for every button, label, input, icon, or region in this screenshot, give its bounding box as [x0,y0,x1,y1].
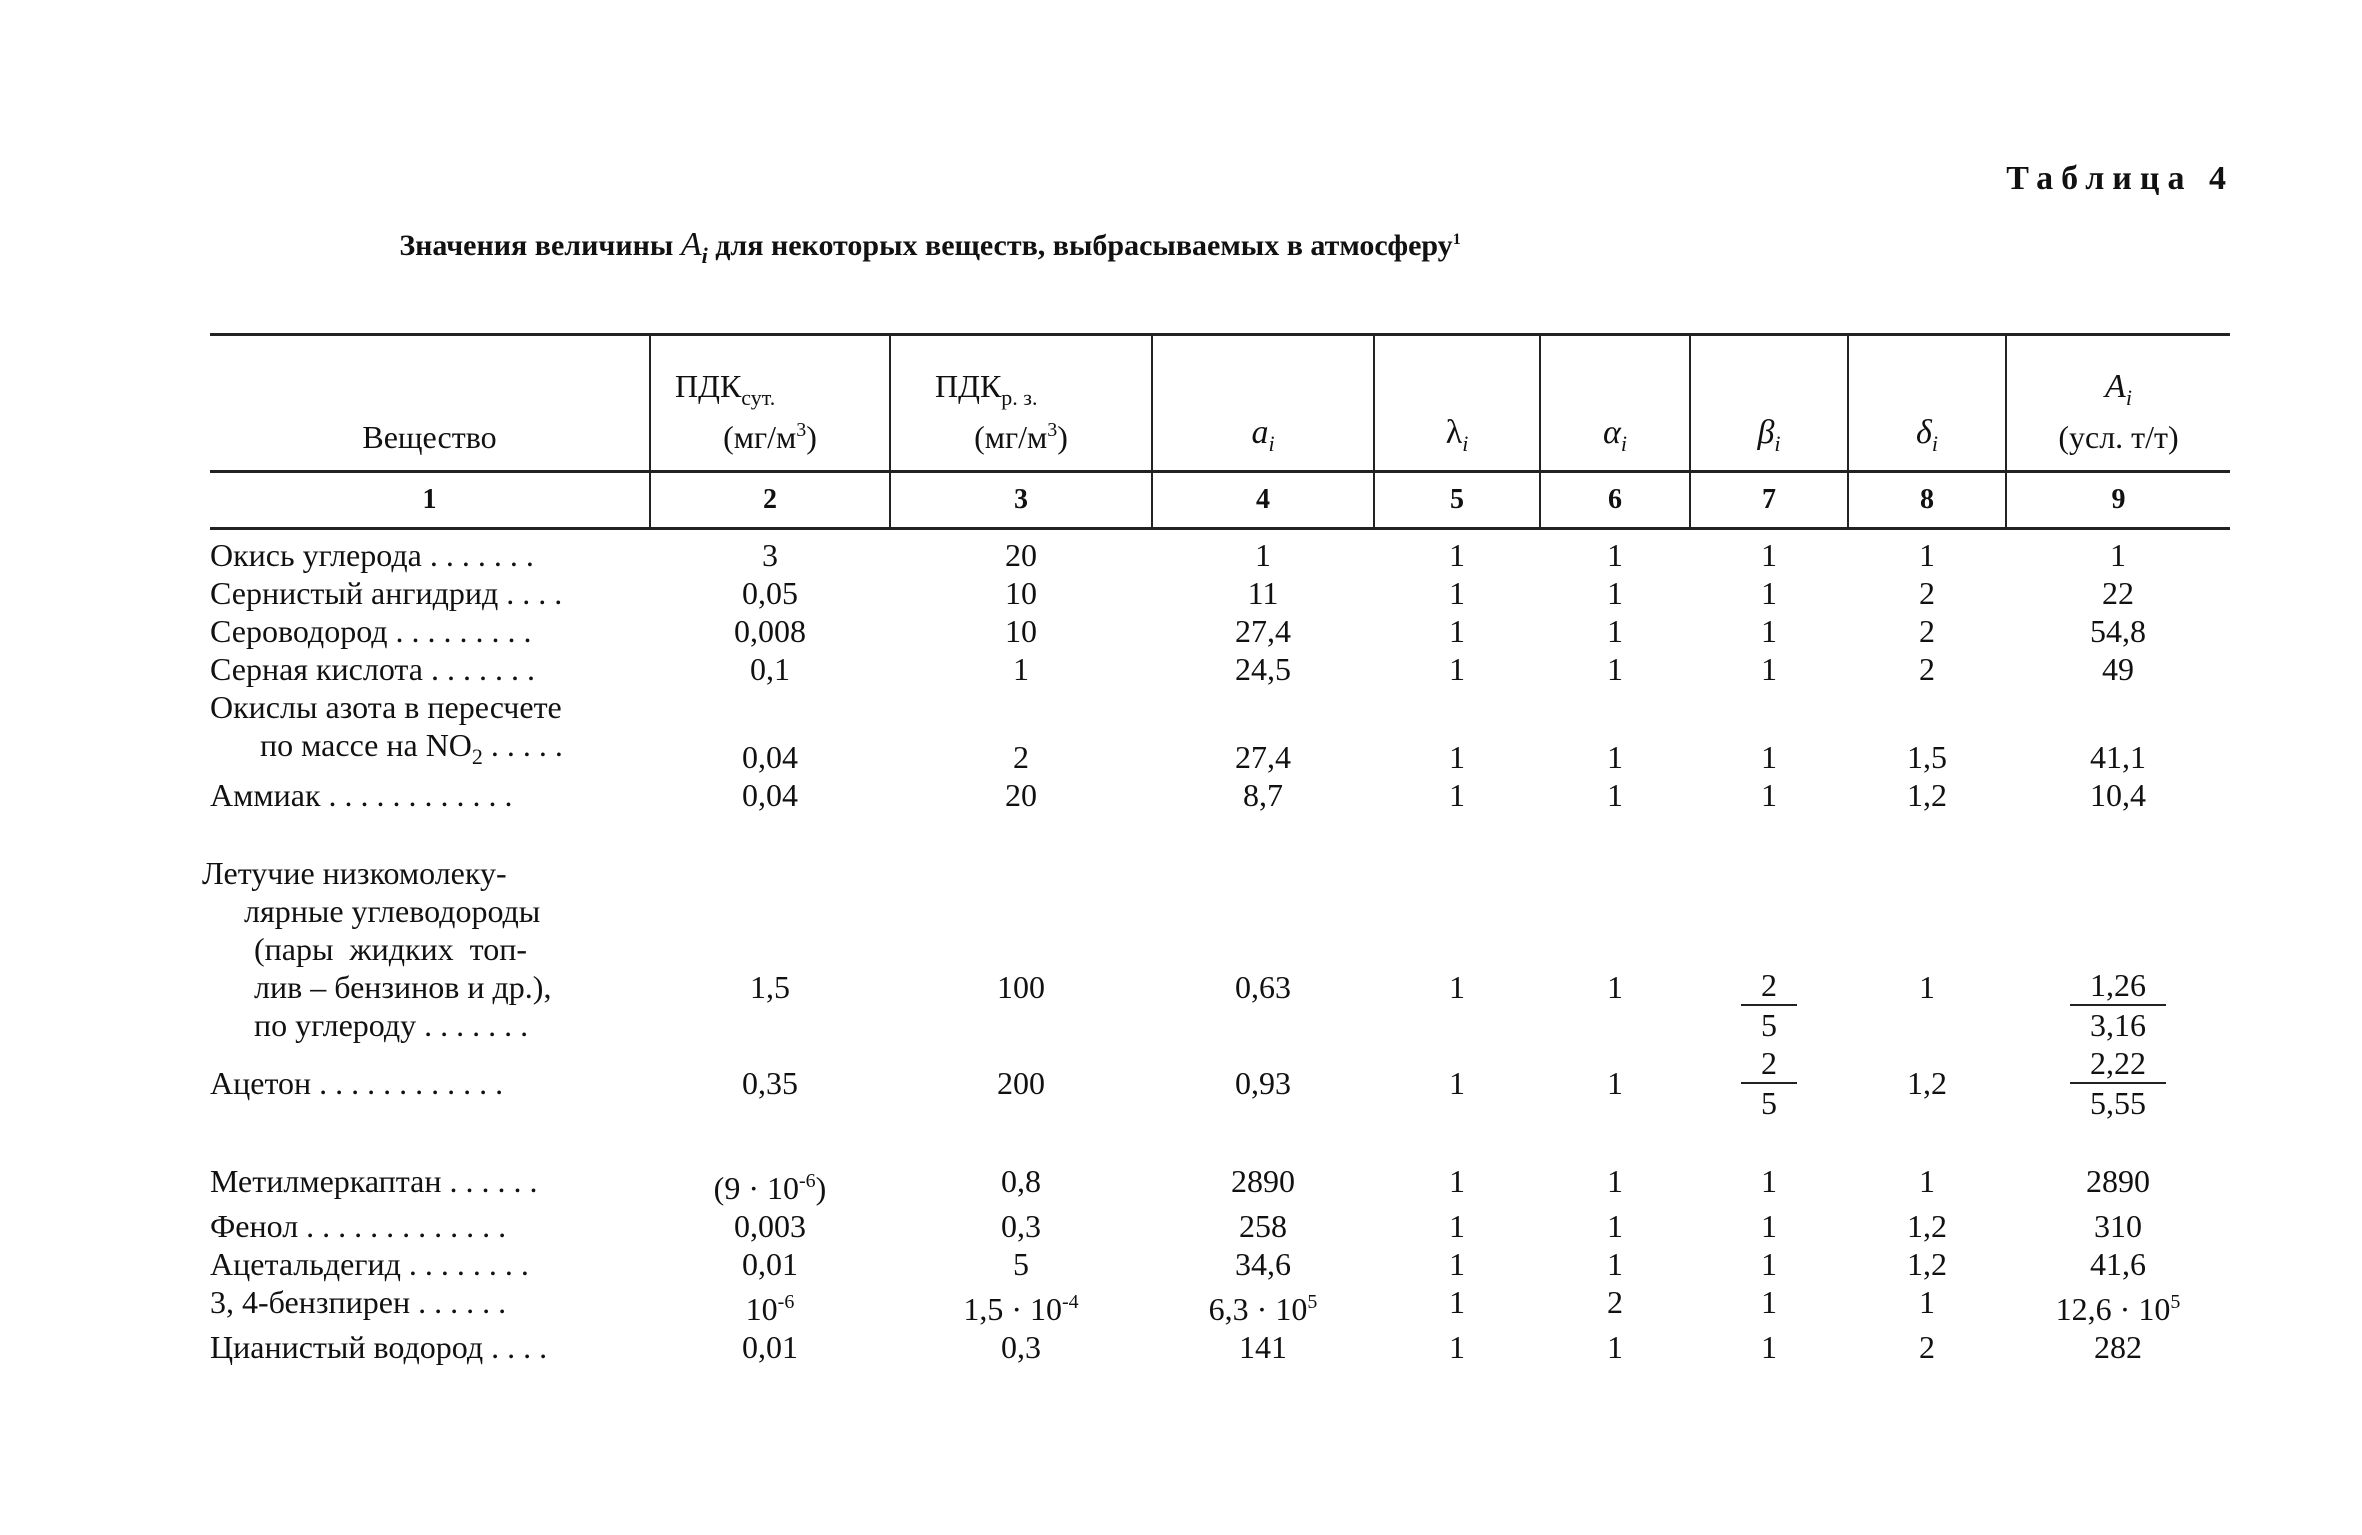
cell: 1 [1607,969,1623,1005]
substance-name: Аммиак . . . . . . . . . . . . [210,777,513,813]
table-row [210,1328,2230,1366]
cell: 1 [1255,537,1271,573]
cell: 0,01 [742,1246,798,1282]
header-row [210,335,2230,472]
col-number: 7 [1690,472,1848,529]
cell: $12,6 \cdot 10^5$ [2055,1291,2181,1327]
cell: 282 [2094,1329,2142,1365]
cell: 1 [1761,575,1777,611]
beta-fraction-cell: $\frac{2}{5}$ [1690,854,1848,1044]
cell: $6,3 \cdot 10^5$ [1208,1291,1318,1327]
cell: 1 [1761,1208,1777,1244]
cell: 11 [1247,575,1279,611]
substance-name: Серная кислота . . . . . . . [210,651,535,687]
cell: 1 [1607,1208,1623,1244]
cell: 20 [1005,777,1037,813]
cell: 5 [1013,1246,1029,1282]
col-alpha-header: $\alpha_i$ [1540,335,1690,472]
cell: 1,2 [1907,1065,1947,1101]
title-prefix: Значения величины [399,229,674,262]
cell: 1 [1449,969,1465,1005]
table-row [210,688,2230,776]
cell: 1 [1449,1163,1465,1199]
cell: 24,5 [1235,651,1291,687]
cell: 3 [762,537,778,573]
cell: 0,3 [1001,1208,1041,1244]
cell: 2 [1013,739,1029,775]
substance-name: Ацетальдегид . . . . . . . . [210,1246,529,1282]
cell: $1,5 \cdot 10^{-4}$ [963,1291,1079,1327]
cell: 10 [1005,575,1037,611]
cell: 1 [1761,1329,1777,1365]
cell: 1 [1761,739,1777,775]
cell: 1 [1761,777,1777,813]
table-row [210,1162,2230,1207]
cell: 1 [1449,1208,1465,1244]
cell: 0,35 [742,1065,798,1101]
cell: 1 [1449,1329,1465,1365]
cell: 1 [1761,537,1777,573]
cell: 0,04 [742,777,798,813]
cell: 0,8 [1001,1163,1041,1199]
cell: 0,04 [742,739,798,775]
substance-name: 3, 4-бензпирен . . . . . . [210,1284,507,1320]
cell: 0,3 [1001,1329,1041,1365]
table-row [210,612,2230,650]
col-number: 8 [1848,472,2006,529]
cell: 258 [1239,1208,1287,1244]
cell: 0,01 [742,1329,798,1365]
cell: 1,2 [1907,777,1947,813]
substance-name: Сероводород . . . . . . . . . [210,613,532,649]
cell: 0,003 [734,1208,806,1244]
substance-name: Цианистый водород . . . . [210,1329,548,1365]
substance-name: Ацетон . . . . . . . . . . . . [210,1065,504,1101]
cell: 49 [2102,651,2134,687]
cell: 1 [1449,739,1465,775]
cell: 1 [1607,1246,1623,1282]
table-row [210,650,2230,688]
cell: 1 [2110,537,2126,573]
cell: 1 [1607,651,1623,687]
table-row [210,776,2230,814]
col-pdk-daily-header: $ПДК_{сут.}$ $(мг/м^3)$ [650,335,890,472]
cell: $(9 \cdot 10^{-6})$ [713,1170,827,1206]
cell: 1 [1449,651,1465,687]
cell: 2 [1919,651,1935,687]
cell: 141 [1239,1329,1287,1365]
cell: 1 [1761,1163,1777,1199]
col-a-header: $a_i$ [1152,335,1374,472]
cell: 1 [1607,1065,1623,1101]
ai-fraction-cell: $\frac{1,26}{3,16}$ [2006,854,2230,1044]
table-row [210,1044,2230,1122]
cell: 22 [2102,575,2134,611]
cell: 0,93 [1235,1065,1291,1101]
cell: 0,63 [1235,969,1291,1005]
col-number: 1 [210,472,650,529]
cell: 1 [1607,537,1623,573]
cell: 1 [1607,739,1623,775]
cell: 2 [1919,613,1935,649]
substance-name: Метилмеркаптан . . . . . . [210,1163,538,1199]
cell: 20 [1005,537,1037,573]
substance-name: Окись углерода . . . . . . . [210,537,534,573]
column-number-row [210,472,2230,529]
cell: 1 [1607,1163,1623,1199]
ai-fraction-cell: $\frac{2,22}{5,55}$ [2006,1044,2230,1122]
table-row [210,1283,2230,1328]
cell: 1,5 [1907,739,1947,775]
cell: 54,8 [2090,613,2146,649]
col-substance-header: Вещество [210,335,650,472]
cell: 0,008 [734,613,806,649]
col-pdk-work-header: $ПДК_{р. з.}$ $(мг/м^3)$ [890,335,1152,472]
table-row [210,574,2230,612]
cell: 41,6 [2090,1246,2146,1282]
col-number: 5 [1374,472,1540,529]
table-row [210,1207,2230,1245]
cell: 1 [1919,1284,1935,1320]
cell: 1 [1761,1246,1777,1282]
substance-name: Окислы азота в пересчете по массе на $NO_2$ . . . . . [210,689,563,769]
cell: 2890 [2086,1163,2150,1199]
cell: 200 [997,1065,1045,1101]
cell: 1 [1761,651,1777,687]
substance-name: Летучие низкомолеку- лярные углеводороды (пары жидких топ- лив – бензинов и др.), по углероду . . . . . . . [202,855,552,1043]
title-suffix: для некоторых веществ, выбрасываемых в атмосферу [715,229,1453,262]
spacer [210,1122,2230,1162]
cell: 1 [1607,777,1623,813]
cell: 1,2 [1907,1208,1947,1244]
cell: 1 [1449,537,1465,573]
cell: 1 [1013,651,1029,687]
cell: 1 [1449,575,1465,611]
cell: 1 [1919,969,1935,1005]
cell: 27,4 [1235,739,1291,775]
cell: 1 [1449,1284,1465,1320]
cell: 1 [1919,1163,1935,1199]
cell: 1 [1761,613,1777,649]
cell: 1,5 [750,969,790,1005]
table-row [210,1245,2230,1283]
spacer [210,814,2230,854]
cell: 1 [1607,1329,1623,1365]
cell: 41,1 [2090,739,2146,775]
cell: 310 [2094,1208,2142,1244]
cell: 1 [1449,613,1465,649]
substance-name: Фенол . . . . . . . . . . . . . [210,1208,507,1244]
col-delta-header: $\delta_i$ [1848,335,2006,472]
cell: 1 [1449,1065,1465,1101]
title-symbol-sub: i [701,243,708,268]
cell: 1,2 [1907,1246,1947,1282]
table-row [210,854,2230,1044]
cell: 2 [1919,575,1935,611]
col-beta-header: $\beta_i$ [1690,335,1848,472]
col-number: 2 [650,472,890,529]
cell: 10 [1005,613,1037,649]
cell: 1 [1449,1246,1465,1282]
title-footnote-mark: 1 [1452,231,1461,248]
cell: 1 [1919,537,1935,573]
spacer-row [210,814,2230,854]
cell: 0,05 [742,575,798,611]
cell: 8,7 [1243,777,1283,813]
cell: 0,1 [750,651,790,687]
cell: 1 [1607,613,1623,649]
col-number: 9 [2006,472,2230,529]
values-table [202,333,2230,1366]
cell: 2 [1607,1284,1623,1320]
table-title [0,226,1860,269]
cell: 1 [1449,777,1465,813]
substance-name: Сернистый ангидрид . . . . [210,575,563,611]
cell: 2 [1919,1329,1935,1365]
title-symbol: A [680,226,702,263]
cell: 10,4 [2090,777,2146,813]
cell: 34,6 [1235,1246,1291,1282]
cell: $10^{-6}$ [745,1291,795,1327]
table-number-label: Таблица 4 [2006,160,2234,197]
col-number: 4 [1152,472,1374,529]
cell: 1 [1761,1284,1777,1320]
cell: 2890 [1231,1163,1295,1199]
col-ai-header: $A_i$ (усл. т/т) [2006,335,2230,472]
cell: 1 [1607,575,1623,611]
cell: 27,4 [1235,613,1291,649]
col-number: 3 [890,472,1152,529]
cell: 100 [997,969,1045,1005]
col-lambda-header: $\lambda_i$ [1374,335,1540,472]
col-number: 6 [1540,472,1690,529]
spacer-row [210,1122,2230,1162]
table-row [210,529,2230,575]
beta-fraction-cell: $\frac{2}{5}$ [1690,1044,1848,1122]
